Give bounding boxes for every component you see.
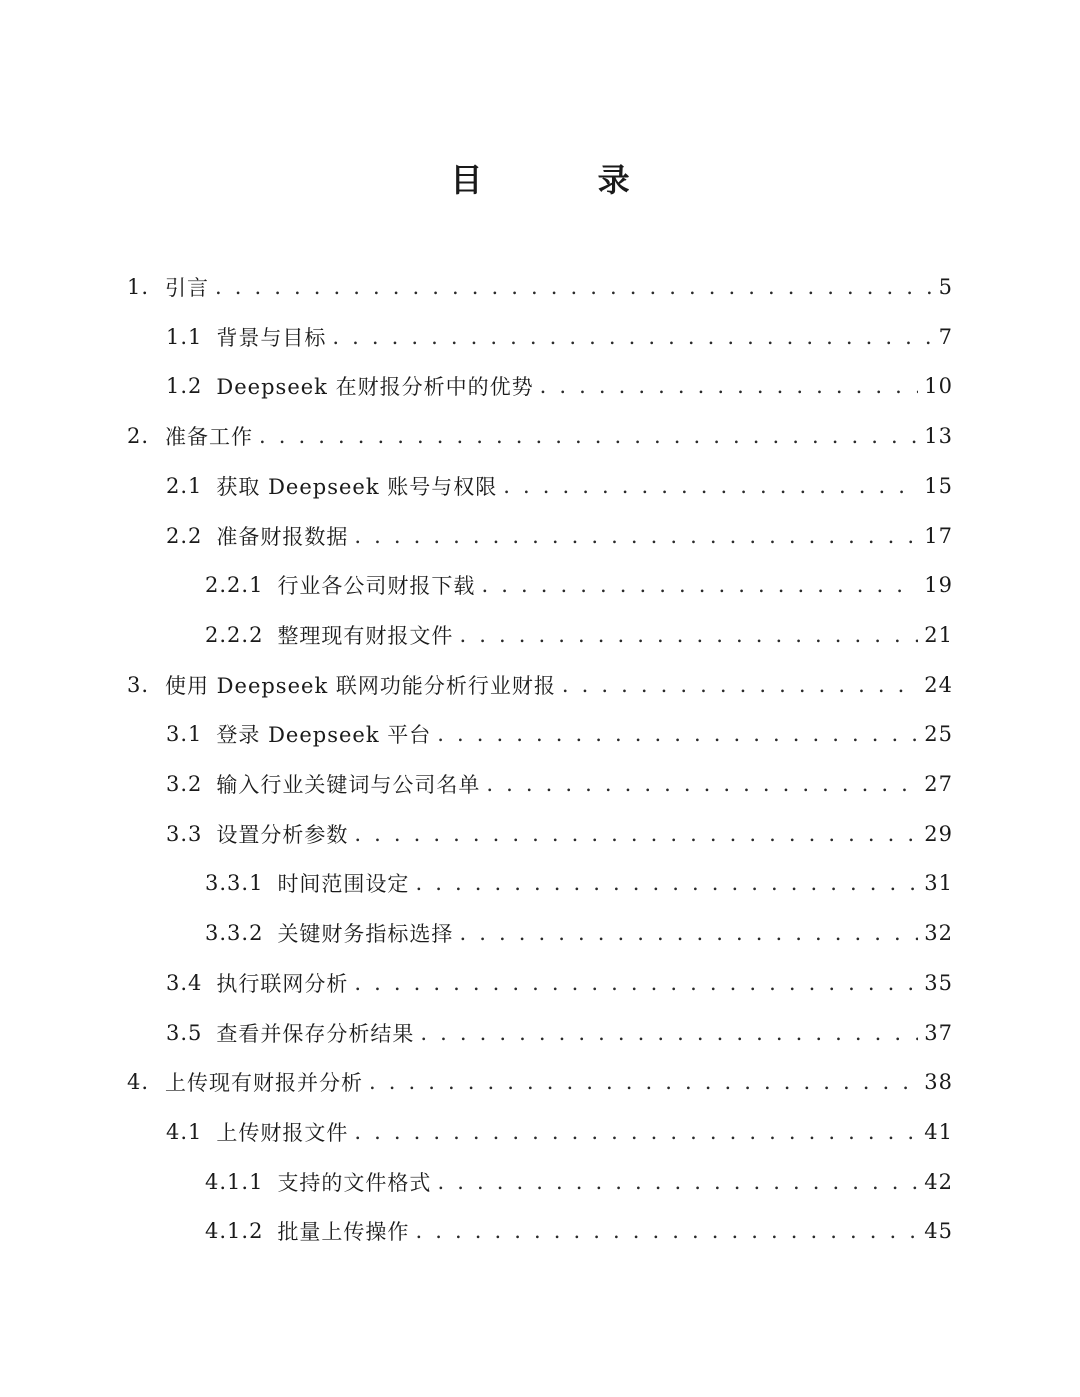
toc-entry-title: 登录 Deepseek 平台 [216, 723, 432, 748]
toc-dot-leader [420, 1021, 918, 1045]
toc-entry-title: 上传财报文件 [216, 1120, 349, 1145]
toc-entry-number: 2.1 [166, 473, 203, 498]
toc-entry-page: 19 [924, 573, 953, 598]
toc-entry-number: 2.2.2 [205, 622, 264, 647]
toc-entry[interactable] [127, 411, 953, 461]
toc-dot-leader [215, 275, 933, 299]
toc-entry[interactable] [166, 958, 953, 1008]
toc-entry-page: 7 [938, 324, 953, 349]
toc-entry[interactable] [166, 1107, 953, 1157]
toc-entry-page: 13 [924, 424, 953, 449]
toc-entry-page: 38 [924, 1070, 953, 1095]
toc-entry-page: 35 [924, 970, 953, 995]
toc-entry-page: 41 [924, 1119, 953, 1144]
toc-entry-page: 37 [924, 1020, 953, 1045]
toc-entry[interactable] [205, 560, 953, 610]
toc-entry-title: 查看并保存分析结果 [216, 1021, 415, 1046]
toc-entry-title: 行业各公司财报下载 [277, 574, 476, 599]
toc-entry-number: 3. [127, 672, 150, 697]
toc-entry-page: 27 [924, 772, 953, 796]
toc-entry-page: 24 [924, 672, 953, 697]
toc-entry[interactable] [166, 511, 953, 561]
toc-entry-page: 42 [924, 1169, 953, 1194]
toc-entry-title: 准备财报数据 [216, 524, 349, 549]
toc-entry[interactable] [205, 1206, 953, 1256]
toc-dot-leader [369, 1070, 918, 1094]
toc-dot-leader [259, 424, 918, 448]
toc-entry-title: 关键财务指标选择 [277, 922, 454, 947]
toc-entry-page: 5 [938, 275, 953, 299]
toc-entry-page: 32 [924, 921, 953, 946]
toc-entry-page: 25 [924, 722, 953, 747]
toc-entry-title: 引言 [165, 276, 209, 300]
toc-entry-number: 1.1 [166, 324, 203, 349]
toc-dot-leader [562, 673, 918, 697]
toc-entry-number: 4. [127, 1070, 150, 1095]
toc-entry[interactable] [166, 759, 953, 809]
toc-dot-leader [354, 971, 918, 995]
toc-entry[interactable] [205, 858, 953, 908]
toc-entry-number: 3.4 [166, 970, 203, 995]
toc-entry-page: 17 [924, 523, 953, 548]
toc-entry-title: 输入行业关键词与公司名单 [216, 773, 481, 797]
toc-entry-page: 15 [924, 473, 953, 498]
toc-entry[interactable] [166, 1008, 953, 1058]
toc-entry-number: 3.2 [166, 772, 203, 796]
toc-entry-number: 4.1 [166, 1119, 203, 1144]
toc-dot-leader [486, 772, 918, 796]
toc-entry[interactable] [127, 660, 953, 710]
toc-entry[interactable] [166, 361, 953, 411]
toc-entry-title: 批量上传操作 [277, 1220, 410, 1245]
toc-entry[interactable] [166, 312, 953, 362]
toc-entry-number: 3.3.2 [205, 921, 264, 946]
toc-entry-number: 3.3.1 [205, 871, 264, 896]
toc-entry[interactable] [127, 262, 953, 312]
toc-entry-title: 支持的文件格式 [277, 1170, 432, 1195]
toc-entry-title: 准备工作 [165, 425, 253, 450]
toc-entry-title: 背景与目标 [216, 325, 327, 350]
toc-entry-number: 2.2.1 [205, 573, 264, 598]
toc-entry-title: 执行联网分析 [216, 971, 349, 996]
toc-dot-leader [437, 1170, 918, 1194]
toc-dot-leader [415, 871, 918, 895]
toc-dot-leader [354, 1120, 918, 1144]
toc-dot-leader [415, 1219, 918, 1243]
toc-entry-page: 45 [924, 1219, 953, 1244]
toc-entry-page: 21 [924, 622, 953, 647]
toc-entry-number: 4.1.2 [205, 1219, 264, 1244]
toc-entry-page: 31 [924, 871, 953, 896]
toc-entry-title: 获取 Deepseek 账号与权限 [216, 474, 498, 499]
toc-entry[interactable] [205, 1157, 953, 1207]
toc-entry-number: 4.1.1 [205, 1169, 264, 1194]
toc-entry-title: 整理现有财报文件 [277, 623, 454, 648]
toc-dot-leader [354, 524, 918, 548]
toc-entry-number: 3.3 [166, 821, 203, 846]
toc-entry-number: 2. [127, 424, 150, 449]
toc-entry[interactable] [166, 809, 953, 859]
toc-entry-number: 2.2 [166, 523, 203, 548]
toc-dot-leader [459, 623, 918, 647]
toc-dot-leader [354, 822, 918, 846]
toc-entry-number: 1.2 [166, 374, 203, 399]
toc-entry-number: 1. [127, 275, 150, 299]
toc-entry[interactable] [127, 1057, 953, 1107]
toc-dot-leader [459, 921, 918, 945]
toc-dot-leader [540, 374, 919, 398]
toc-dot-leader [437, 722, 918, 746]
toc-dot-leader [332, 325, 932, 349]
toc-entry-title: 上传现有财报并分析 [165, 1071, 363, 1096]
toc-entry-title: 使用 Deepseek 联网功能分析行业财报 [165, 673, 556, 698]
toc-dot-leader [481, 573, 918, 597]
toc-entry-title: 设置分析参数 [216, 822, 349, 847]
toc-entry-number: 3.1 [166, 722, 203, 747]
toc-entry[interactable] [166, 709, 953, 759]
toc-entry-page: 10 [924, 374, 953, 399]
toc-entry[interactable] [205, 610, 953, 660]
toc-entry-title: 时间范围设定 [277, 872, 410, 897]
toc-entry-page: 29 [924, 821, 953, 846]
toc-entry-title: Deepseek 在财报分析中的优势 [216, 375, 534, 400]
toc-entry[interactable] [166, 461, 953, 511]
toc-entry-number: 3.5 [166, 1020, 203, 1045]
toc-dot-leader [503, 474, 918, 498]
page-title: 目 录 [450, 161, 682, 199]
toc-entry[interactable] [205, 908, 953, 958]
